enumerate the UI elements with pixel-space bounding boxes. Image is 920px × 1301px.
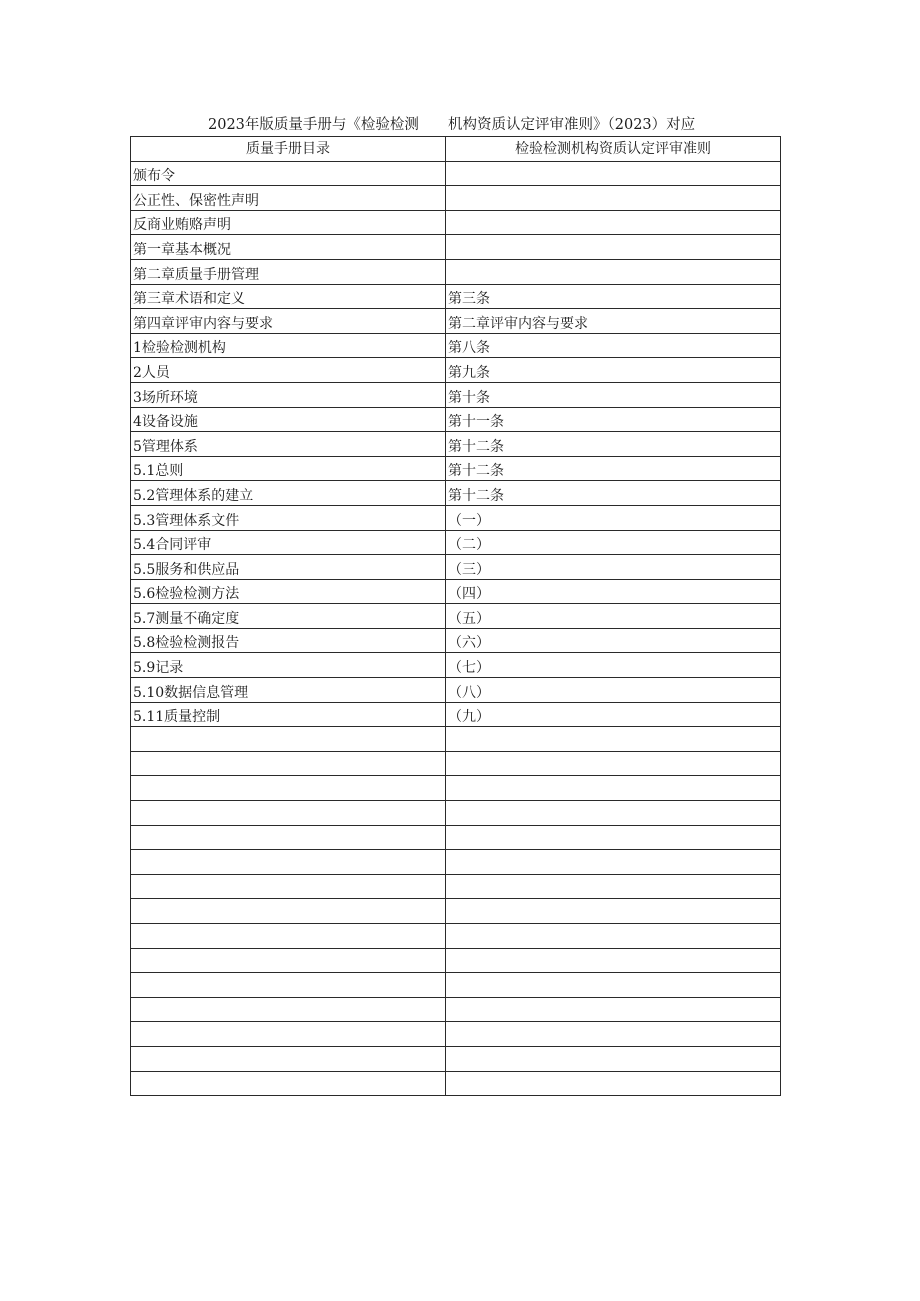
criteria-cell: 第十二条 bbox=[446, 432, 781, 457]
empty-cell bbox=[131, 948, 446, 973]
manual-cell: 5.3管理体系文件 bbox=[131, 505, 446, 530]
criteria-cell: 第十二条 bbox=[446, 481, 781, 506]
table-row bbox=[131, 555, 781, 580]
empty-row bbox=[131, 997, 781, 1022]
manual-cell: 5.4合同评审 bbox=[131, 530, 446, 555]
criteria-cell: （七） bbox=[446, 653, 781, 678]
empty-row bbox=[131, 973, 781, 998]
table-row bbox=[131, 505, 781, 530]
criteria-cell: （三） bbox=[446, 555, 781, 580]
empty-cell bbox=[131, 899, 446, 924]
empty-cell bbox=[446, 850, 781, 875]
manual-cell: 第一章基本概况 bbox=[131, 235, 446, 260]
manual-cell: 3场所环境 bbox=[131, 382, 446, 407]
table-row bbox=[131, 235, 781, 260]
manual-cell: 5.8检验检测报告 bbox=[131, 628, 446, 653]
table-row bbox=[131, 481, 781, 506]
criteria-cell bbox=[446, 210, 781, 235]
manual-cell: 第二章质量手册管理 bbox=[131, 259, 446, 284]
empty-cell bbox=[446, 1022, 781, 1047]
table-row bbox=[131, 456, 781, 481]
empty-row bbox=[131, 727, 781, 752]
empty-cell bbox=[446, 825, 781, 850]
criteria-cell bbox=[446, 161, 781, 186]
header-criteria: 检验检测机构资质认定评审准则 bbox=[446, 137, 781, 162]
criteria-cell bbox=[446, 259, 781, 284]
empty-cell bbox=[131, 924, 446, 949]
empty-row bbox=[131, 1022, 781, 1047]
manual-cell: 公正性、保密性声明 bbox=[131, 186, 446, 211]
manual-cell: 5.1总则 bbox=[131, 456, 446, 481]
table-row bbox=[131, 702, 781, 727]
criteria-cell: （二） bbox=[446, 530, 781, 555]
criteria-cell bbox=[446, 235, 781, 260]
table-row bbox=[131, 382, 781, 407]
manual-cell: 5.9记录 bbox=[131, 653, 446, 678]
table-row bbox=[131, 678, 781, 703]
criteria-cell: 第十条 bbox=[446, 382, 781, 407]
table-row bbox=[131, 653, 781, 678]
table-row bbox=[131, 210, 781, 235]
criteria-cell: （六） bbox=[446, 628, 781, 653]
manual-cell: 5.11质量控制 bbox=[131, 702, 446, 727]
manual-cell: 5.6检验检测方法 bbox=[131, 579, 446, 604]
manual-cell: 5.2管理体系的建立 bbox=[131, 481, 446, 506]
empty-cell bbox=[131, 751, 446, 776]
empty-cell bbox=[446, 948, 781, 973]
manual-cell: 1检验检测机构 bbox=[131, 333, 446, 358]
criteria-cell: （一） bbox=[446, 505, 781, 530]
table-row bbox=[131, 579, 781, 604]
empty-cell bbox=[446, 727, 781, 752]
header-manual-contents: 质量手册目录 bbox=[131, 137, 446, 162]
manual-cell: 5.10数据信息管理 bbox=[131, 678, 446, 703]
document-title bbox=[130, 114, 780, 136]
table-row bbox=[131, 259, 781, 284]
empty-row bbox=[131, 751, 781, 776]
empty-cell bbox=[446, 751, 781, 776]
empty-cell bbox=[131, 850, 446, 875]
manual-cell: 反商业贿赂声明 bbox=[131, 210, 446, 235]
criteria-cell: 第十一条 bbox=[446, 407, 781, 432]
empty-row bbox=[131, 1046, 781, 1071]
table-row bbox=[131, 432, 781, 457]
empty-cell bbox=[131, 1046, 446, 1071]
empty-cell bbox=[131, 776, 446, 801]
empty-cell bbox=[446, 899, 781, 924]
mapping-table bbox=[130, 136, 781, 1096]
empty-cell bbox=[446, 776, 781, 801]
table-row bbox=[131, 161, 781, 186]
empty-row bbox=[131, 825, 781, 850]
table-row bbox=[131, 358, 781, 383]
empty-cell bbox=[446, 1046, 781, 1071]
empty-row bbox=[131, 899, 781, 924]
empty-cell bbox=[131, 727, 446, 752]
criteria-cell: （九） bbox=[446, 702, 781, 727]
manual-cell: 5.7测量不确定度 bbox=[131, 604, 446, 629]
criteria-cell: （五） bbox=[446, 604, 781, 629]
table-row bbox=[131, 309, 781, 334]
empty-cell bbox=[131, 1071, 446, 1096]
manual-cell: 5管理体系 bbox=[131, 432, 446, 457]
empty-row bbox=[131, 874, 781, 899]
empty-cell bbox=[446, 997, 781, 1022]
table-body bbox=[131, 161, 781, 1096]
manual-cell: 4设备设施 bbox=[131, 407, 446, 432]
manual-cell: 第四章评审内容与要求 bbox=[131, 309, 446, 334]
empty-cell bbox=[131, 1022, 446, 1047]
empty-row bbox=[131, 850, 781, 875]
manual-cell: 5.5服务和供应品 bbox=[131, 555, 446, 580]
table-row bbox=[131, 407, 781, 432]
criteria-cell: 第八条 bbox=[446, 333, 781, 358]
empty-cell bbox=[446, 874, 781, 899]
table-header-row bbox=[131, 137, 781, 162]
table-row bbox=[131, 284, 781, 309]
empty-cell bbox=[131, 973, 446, 998]
criteria-cell bbox=[446, 186, 781, 211]
table-row bbox=[131, 628, 781, 653]
empty-cell bbox=[131, 801, 446, 826]
table-row bbox=[131, 186, 781, 211]
criteria-cell: （四） bbox=[446, 579, 781, 604]
criteria-cell: 第十二条 bbox=[446, 456, 781, 481]
criteria-cell: （八） bbox=[446, 678, 781, 703]
table-row bbox=[131, 604, 781, 629]
manual-cell: 第三章术语和定义 bbox=[131, 284, 446, 309]
title-part-2: 机构资质认定评审准则》（2023）对应 bbox=[448, 117, 696, 133]
empty-cell bbox=[131, 874, 446, 899]
empty-cell bbox=[131, 825, 446, 850]
table-row bbox=[131, 333, 781, 358]
empty-cell bbox=[446, 1071, 781, 1096]
empty-row bbox=[131, 801, 781, 826]
title-part-1: 2023年版质量手册与《检验检测 bbox=[208, 117, 419, 133]
manual-cell: 2人员 bbox=[131, 358, 446, 383]
criteria-cell: 第九条 bbox=[446, 358, 781, 383]
empty-cell bbox=[446, 973, 781, 998]
criteria-cell: 第二章评审内容与要求 bbox=[446, 309, 781, 334]
table-row bbox=[131, 530, 781, 555]
empty-cell bbox=[446, 924, 781, 949]
empty-row bbox=[131, 948, 781, 973]
empty-row bbox=[131, 776, 781, 801]
empty-row bbox=[131, 1071, 781, 1096]
empty-cell bbox=[446, 801, 781, 826]
manual-cell: 颁布令 bbox=[131, 161, 446, 186]
empty-cell bbox=[131, 997, 446, 1022]
empty-row bbox=[131, 924, 781, 949]
criteria-cell: 第三条 bbox=[446, 284, 781, 309]
